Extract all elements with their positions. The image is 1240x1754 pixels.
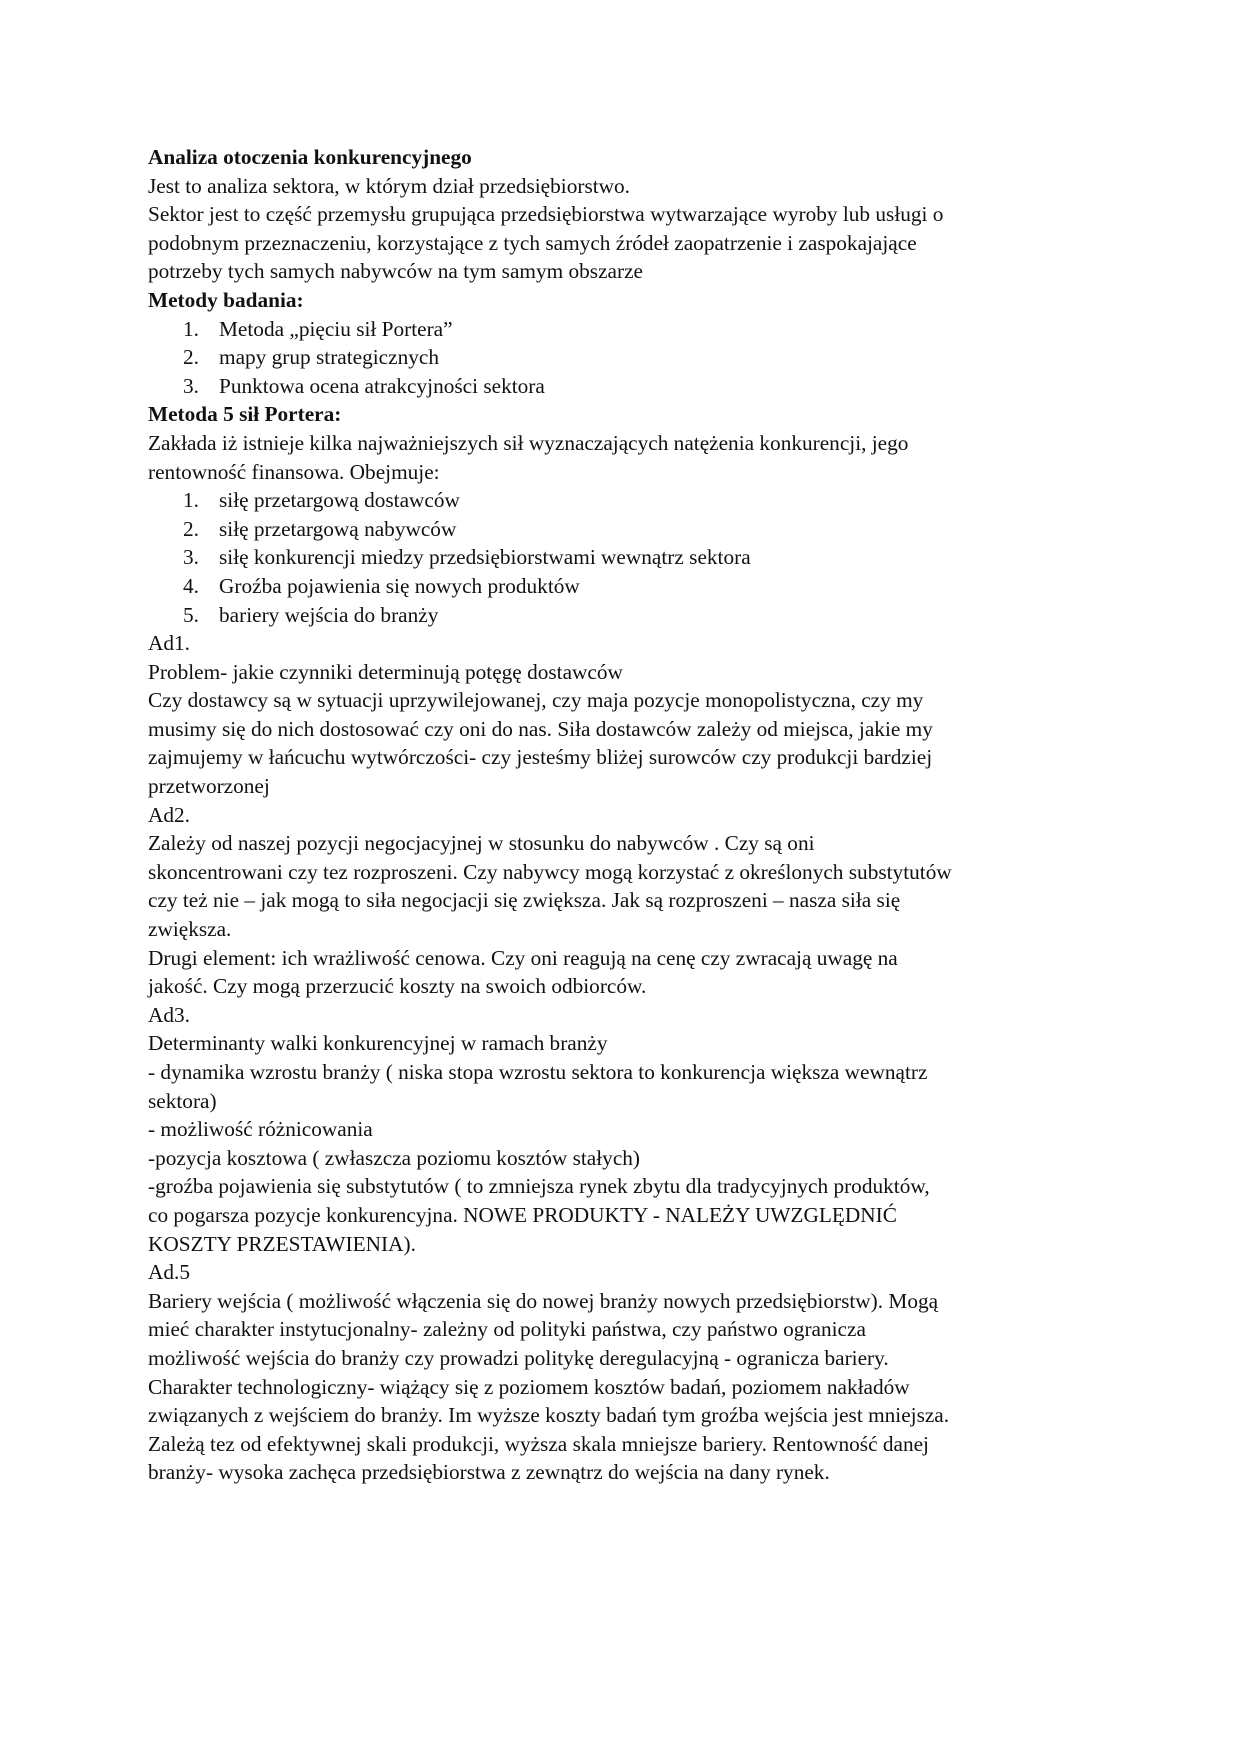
list-item (148, 343, 1108, 372)
text-line: - dynamika wzrostu branży ( niska stopa wzrostu sektora to konkurencja większa wewnątrz (148, 1060, 928, 1084)
list-item (148, 601, 1108, 630)
text-line: Zależy od naszej pozycji negocjacyjnej w stosunku do nabywców . Czy są oni (148, 831, 815, 856)
text-line: potrzeby tych samych nabywców na tym samym obszarze (148, 259, 643, 284)
document-page (148, 143, 1108, 1487)
text-line: przetworzonej (148, 774, 270, 799)
text-line: Czy dostawcy są w sytuacji uprzywilejowanej, czy maja pozycje monopolistyczna, czy my (148, 688, 924, 713)
text-line: czy też nie – jak mogą to siła negocjacji się zwiększa. Jak są rozproszeni – nasza siła się (148, 888, 901, 913)
text-line: musimy się do nich dostosować czy oni do nas. Siła dostawców zależy od miejsca, jakie my (148, 716, 933, 741)
intro-paragraph (148, 172, 1108, 286)
section-label: Ad1. (148, 631, 191, 656)
list-text: Groźba pojawienia się nowych produktów (219, 573, 580, 598)
document-title: Analiza otoczenia konkurencyjnego (148, 145, 472, 169)
text-line: zajmujemy w łańcuchu wytwórczości- czy jesteśmy bliżej surowców czy produkcji bardziej (148, 745, 933, 770)
list-item (148, 486, 1108, 515)
list-number: 1. (183, 316, 199, 341)
text-line: Determinanty walki konkurencyjnej w ramach branży (148, 1031, 608, 1056)
list-item (148, 572, 1108, 601)
text-line: możliwość wejścia do branży czy prowadzi politykę deregulacyjną - ogranicza bariery. (148, 1345, 889, 1370)
text-line: Problem- jakie czynniki determinują potęgę dostawców (148, 659, 623, 684)
list-number: 1. (183, 488, 199, 513)
list-text: Punktowa ocena atrakcyjności sektora (219, 373, 545, 398)
text-line: Jest to analiza sektora, w którym dział przedsiębiorstwo. (148, 173, 630, 198)
section-ad5 (148, 1258, 1108, 1487)
list-text: mapy grup strategicznych (219, 345, 439, 370)
text-line: Bariery wejścia ( możliwość włączenia się do nowej branży nowych przedsiębiorstw). Mogą (148, 1288, 939, 1313)
text-line: - możliwość różnicowania (148, 1117, 373, 1142)
list-number: 3. (183, 545, 199, 570)
text-line: Charakter technologiczny- wiążący się z poziomem kosztów badań, poziomem nakładów (148, 1374, 910, 1399)
text-line: skoncentrowani czy tez rozproszeni. Czy nabywcy mogą korzystać z określonych substytutów (148, 859, 952, 884)
section-label: Ad2. (148, 802, 191, 827)
text-line: Zależą tez od efektywnej skali produkcji, wyższa skala mniejsze bariery. Rentowność danej (148, 1431, 929, 1456)
porter-intro-paragraph (148, 429, 1108, 486)
methods-heading: Metody badania: (148, 287, 304, 312)
section-ad1 (148, 629, 1108, 801)
list-item (148, 543, 1108, 572)
text-line: Zakłada iż istnieje kilka najważniejszych sił wyznaczających natężenia konkurencji, jego (148, 430, 909, 455)
text-line: mieć charakter instytucjonalny- zależny od polityki państwa, czy państwo ogranicza (148, 1317, 866, 1342)
section-ad2 (148, 801, 1108, 1001)
list-number: 5. (183, 602, 199, 627)
text-line: zwiększa. (148, 917, 232, 942)
text-line: KOSZTY PRZESTAWIENIA). (148, 1231, 416, 1256)
list-text: siłę przetargową nabywców (219, 516, 457, 541)
list-text: siłę konkurencji miedzy przedsiębiorstwami wewnątrz sektora (219, 545, 751, 570)
section-ad3 (148, 1001, 1108, 1258)
text-line: podobnym przeznaczeniu, korzystające z tych samych źródeł zaopatrzenie i zaspokajające (148, 230, 917, 255)
section-label: Ad.5 (148, 1260, 191, 1285)
list-item (148, 315, 1108, 344)
text-line: co pogarsza pozycje konkurencyjna. NOWE PRODUKTY - NALEŻY UWZGLĘDNIĆ (148, 1202, 897, 1227)
text-line: jakość. Czy mogą przerzucić koszty na swoich odbiorców. (148, 974, 647, 999)
text-line: branży- wysoka zachęca przedsiębiorstwa z zewnątrz do wejścia na dany rynek. (148, 1460, 830, 1485)
list-number: 2. (183, 516, 199, 541)
text-line: związanych z wejściem do branży. Im wyższe koszty badań tym groźba wejścia jest mniejsza. (148, 1403, 950, 1428)
porter-heading: Metoda 5 sił Portera: (148, 402, 342, 427)
text-line: -groźba pojawienia się substytutów ( to zmniejsza rynek zbytu dla tradycyjnych produktów, (148, 1174, 930, 1199)
text-line: rentowność finansowa. Obejmuje: (148, 459, 440, 484)
list-text: siłę przetargową dostawców (219, 488, 460, 513)
text-line: Sektor jest to część przemysłu grupująca przedsiębiorstwa wytwarzające wyroby lub usługi o (148, 202, 944, 227)
text-line: -pozycja kosztowa ( zwłaszcza poziomu kosztów stałych) (148, 1145, 641, 1170)
section-label: Ad3. (148, 1002, 191, 1027)
list-item (148, 372, 1108, 401)
text-line: Drugi element: ich wrażliwość cenowa. Czy oni reagują na cenę czy zwracają uwagę na (148, 945, 898, 970)
list-number: 4. (183, 573, 199, 598)
methods-list (148, 315, 1108, 401)
forces-list (148, 486, 1108, 629)
list-item (148, 515, 1108, 544)
text-line: sektora) (148, 1088, 217, 1113)
list-number: 2. (183, 345, 199, 370)
list-number: 3. (183, 373, 199, 398)
list-text: bariery wejścia do branży (219, 602, 439, 627)
list-text: Metoda „pięciu sił Portera” (219, 316, 453, 341)
